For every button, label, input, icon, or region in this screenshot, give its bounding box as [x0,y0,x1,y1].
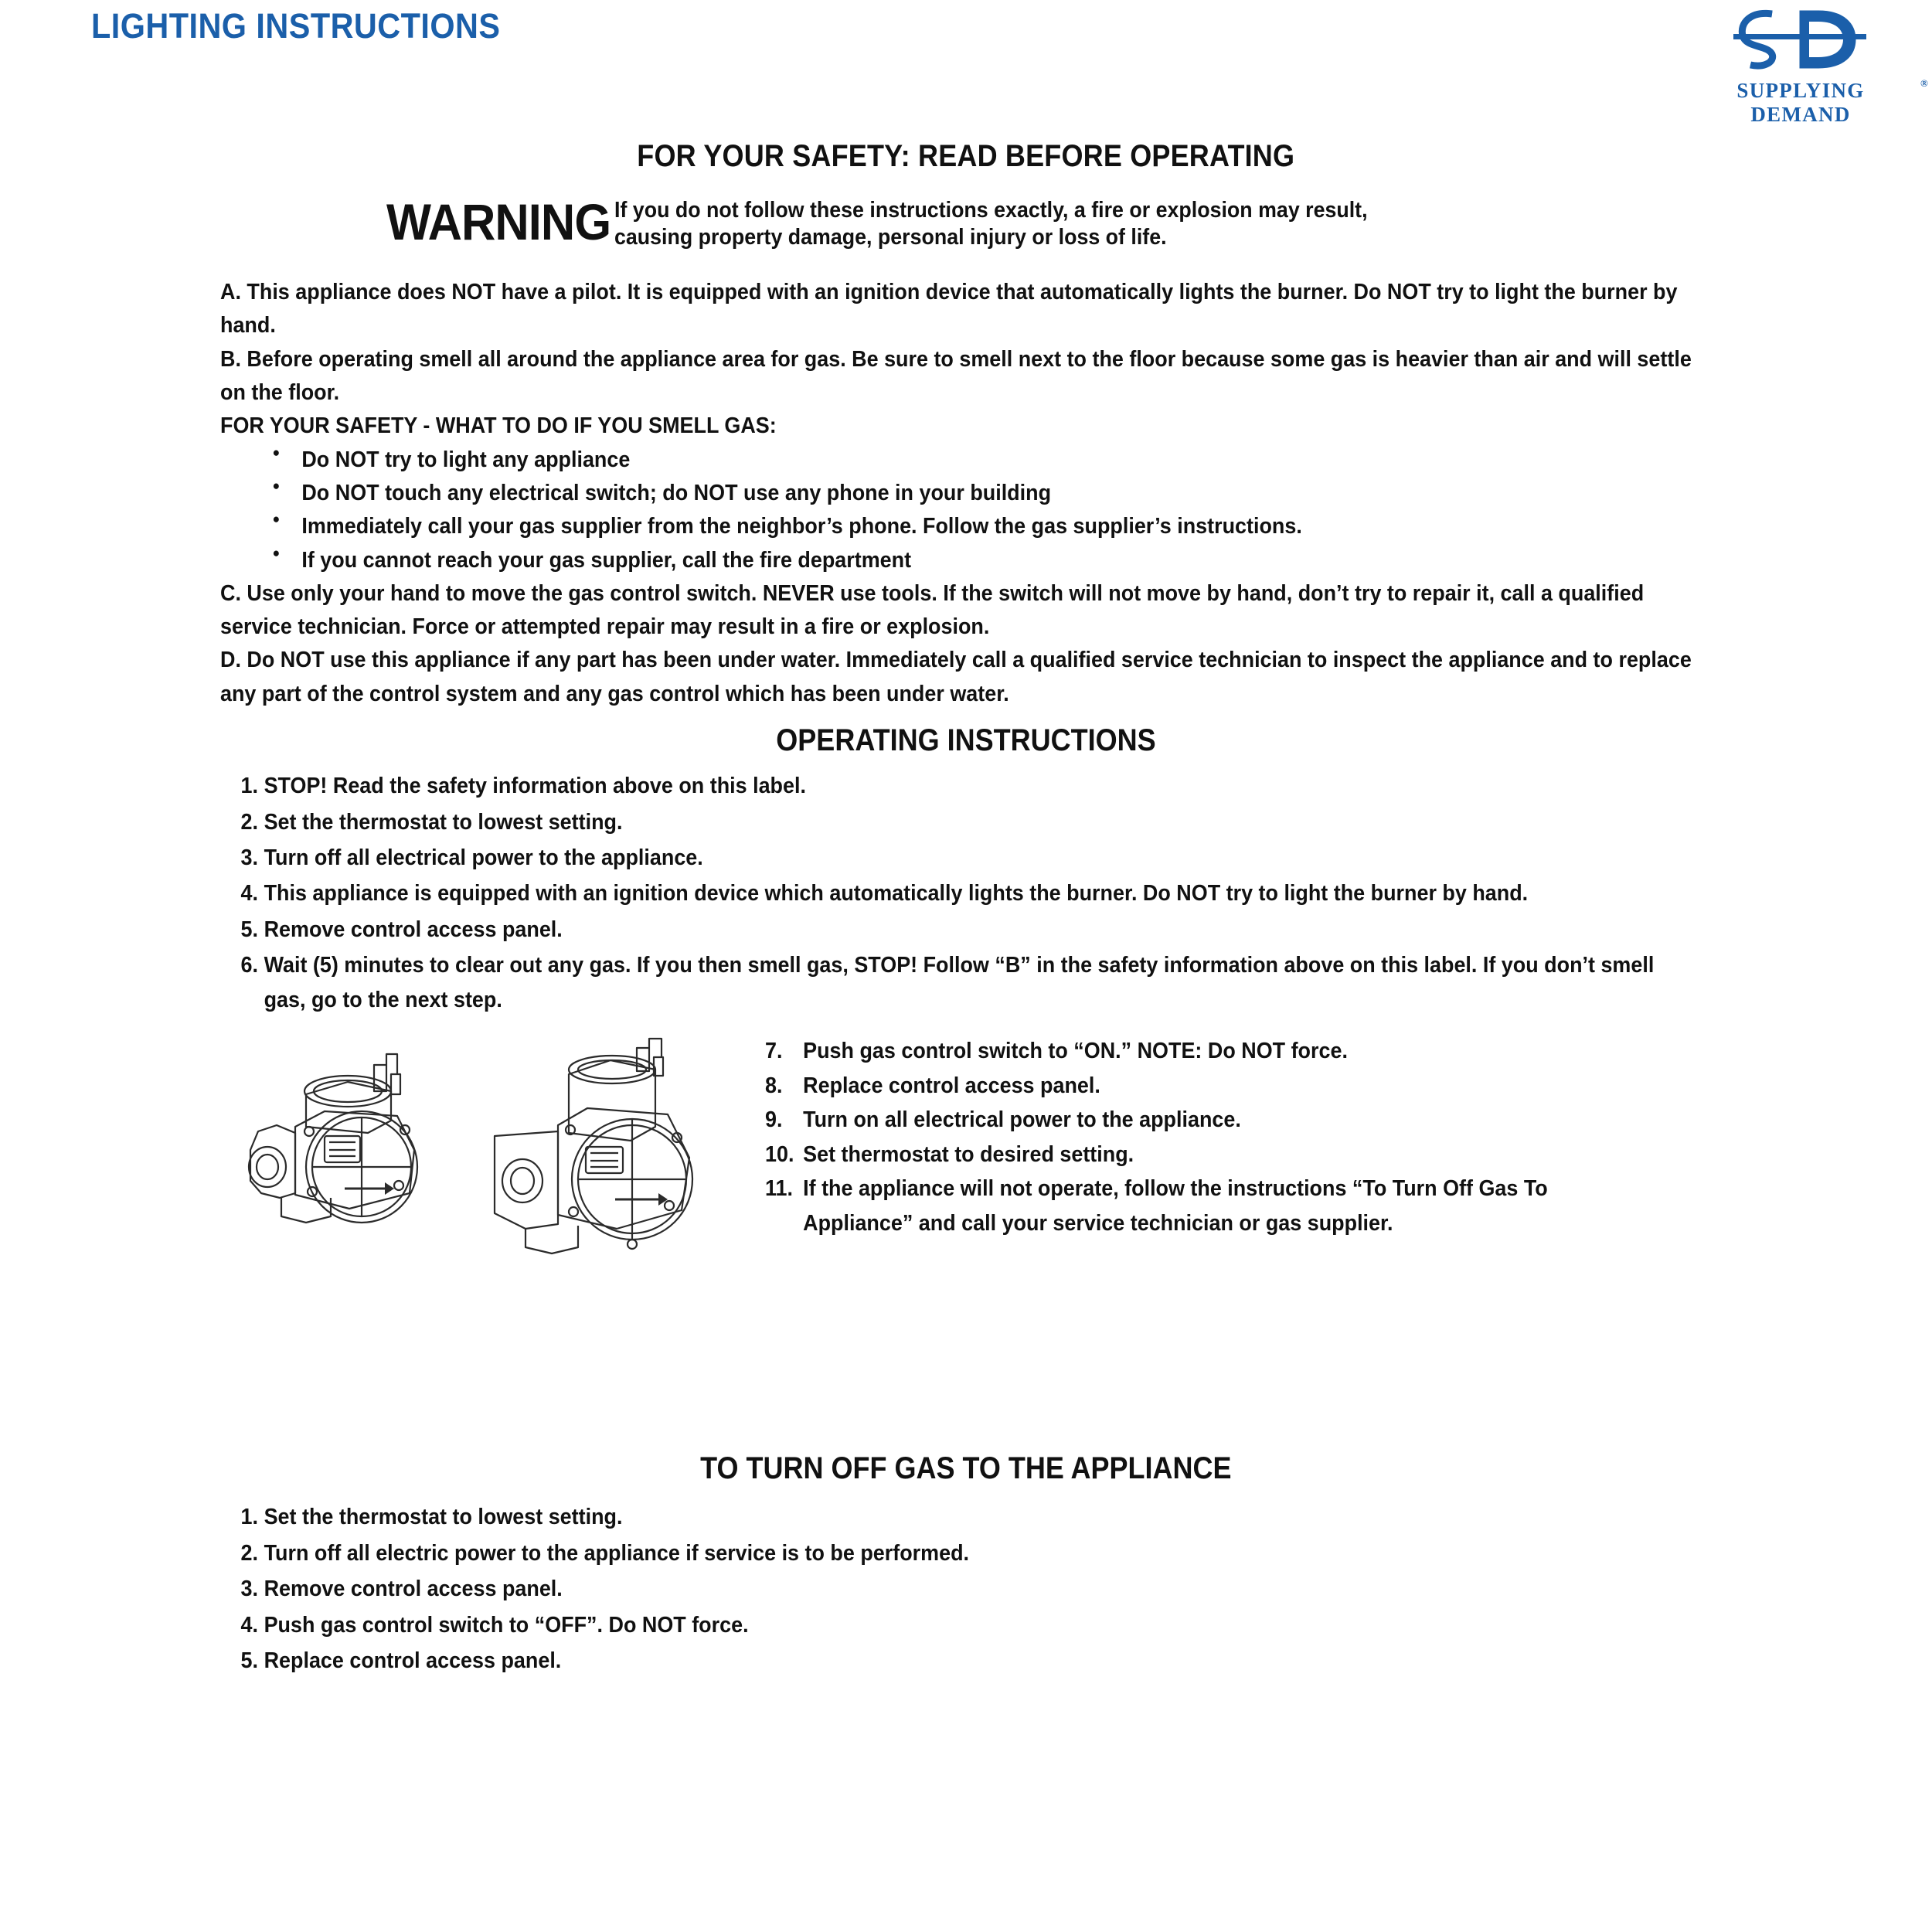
list-item: ● Do NOT touch any electrical switch; do NOT use any phone in your building [267,477,1702,510]
step-text: Replace control access panel. [803,1073,1100,1098]
operating-steps-right [765,1034,1677,1240]
list-item [232,1608,1699,1642]
smell-gas-list [220,444,1785,577]
list-item [765,1138,1627,1172]
valve-figures-and-steps [0,1034,1932,1304]
step-number: 3. [240,845,259,870]
list-item [765,1103,1627,1137]
step-text: If the appliance will not operate, follow the instructions “To Turn Off Gas To Appliance” and call your service technician or gas supplier. [803,1176,1548,1236]
safety-heading [0,139,1932,174]
step-text: Wait (5) minutes to clear out any gas. If you then smell gas, STOP! Follow “B” in the safety information above on this label. If you don’t smell gas, go to the next step. [264,953,1655,1012]
smell-gas-heading: FOR YOUR SAFETY - WHAT TO DO IF YOU SMELL GAS: [220,413,777,439]
turn-off-gas-heading [0,1451,1932,1486]
brand-name-text: SUPPLYING DEMAND [1736,79,1865,126]
list-item [232,876,1699,910]
brand-logo [1685,0,1929,127]
list-item: ● Immediately call your gas supplier from the neighbor’s phone. Follow the gas supplier’s instructions. [267,510,1702,543]
list-item: ● If you cannot reach your gas supplier, call the fire department [267,544,1702,577]
list-item: ● Do NOT try to light any appliance [267,444,1702,477]
step-number: 11. [765,1176,793,1202]
operating-instructions-heading [0,723,1932,758]
step-number: 2. [240,1540,259,1566]
safety-paragraph-a: A. This appliance does NOT have a pilot. It is equipped with an ignition device that automatically lights the burner. Do NOT try to light the burner by hand. [220,280,1678,338]
list-item [232,769,1699,803]
warning-word: WARNING [386,193,611,250]
safety-heading-text: FOR YOUR SAFETY: READ BEFORE OPERATING [637,139,1295,173]
step-text: Remove control access panel. [264,1577,563,1602]
step-number: 10. [765,1141,794,1167]
step-text: Set thermostat to desired setting. [803,1141,1134,1167]
list-item [765,1172,1627,1240]
step-number: 5. [240,1648,259,1674]
list-item [232,1572,1699,1606]
step-number: 1. [240,1505,259,1530]
warning-text: If you do not follow these instructions exactly, a fire or explosion may result, causing property damage, personal injury or loss of life. [614,198,1368,250]
step-number: 9. [765,1107,783,1133]
step-number: 3. [240,1577,259,1602]
list-item [232,1500,1699,1534]
safety-paragraph-b: B. Before operating smell all around the appliance area for gas. Be sure to smell next to the floor because some gas is heavier than air and will settle on the floor. [220,346,1692,405]
step-text: Turn off all electric power to the appliance if service is to be performed. [264,1540,970,1566]
list-item [765,1034,1627,1068]
step-text: Remove control access panel. [264,917,563,942]
step-text: Push gas control switch to “OFF”. Do NOT force. [264,1612,749,1638]
list-item [765,1069,1627,1103]
sd-monogram-icon [1727,0,1874,77]
list-item [232,1644,1699,1678]
brand-name [1685,77,1929,127]
registered-mark: ® [1920,77,1929,89]
step-text: Push gas control switch to “ON.” NOTE: Do NOT force. [803,1039,1348,1064]
safety-paragraph-d: D. Do NOT use this appliance if any part has been under water. Immediately call a qualified service technician to inspect the appliance and to replace any part of the control system and any gas control which has been under water. [220,648,1692,706]
step-number: 7. [765,1039,783,1064]
step-number: 2. [240,809,259,835]
safety-body [0,276,1932,711]
step-text: Set the thermostat to lowest setting. [264,1505,623,1530]
list-item [232,1536,1699,1570]
page-title: LIGHTING INSTRUCTIONS [91,6,501,46]
step-text: Set the thermostat to lowest setting. [264,809,623,835]
step-number: 8. [765,1073,783,1098]
step-number: 4. [240,1612,259,1638]
step-text: Turn on all electrical power to the appliance. [803,1107,1241,1133]
safety-paragraph-c: C. Use only your hand to move the gas control switch. NEVER use tools. If the switch will not move by hand, don’t try to repair it, call a qualified service technician. Force or attempted repair may result in a fire or explosion. [220,580,1645,640]
step-text: Turn off all electrical power to the appliance. [264,845,703,870]
warning-block [0,191,1932,276]
list-item [232,841,1699,875]
operating-instructions-heading-text: OPERATING INSTRUCTIONS [776,723,1156,758]
step-text: This appliance is equipped with an ignition device which automatically lights the burner. Do NOT try to light the burner by hand. [264,881,1529,906]
turn-off-gas-heading-text: TO TURN OFF GAS TO THE APPLIANCE [700,1451,1232,1486]
step-number: 4. [240,881,259,906]
turn-off-gas-steps [0,1500,1932,1678]
step-number: 6. [240,953,259,978]
gas-valve-diagram-right [471,1034,726,1281]
step-number: 5. [240,917,259,942]
gas-valve-diagram-left [232,1034,456,1266]
page-header [0,0,1932,139]
list-item [232,948,1699,1017]
step-text: Replace control access panel. [264,1648,562,1674]
operating-steps-left [0,769,1932,1017]
step-number: 1. [240,774,259,799]
step-text: STOP! Read the safety information above on this label. [264,774,806,799]
list-item [232,913,1699,947]
list-item [232,805,1699,839]
